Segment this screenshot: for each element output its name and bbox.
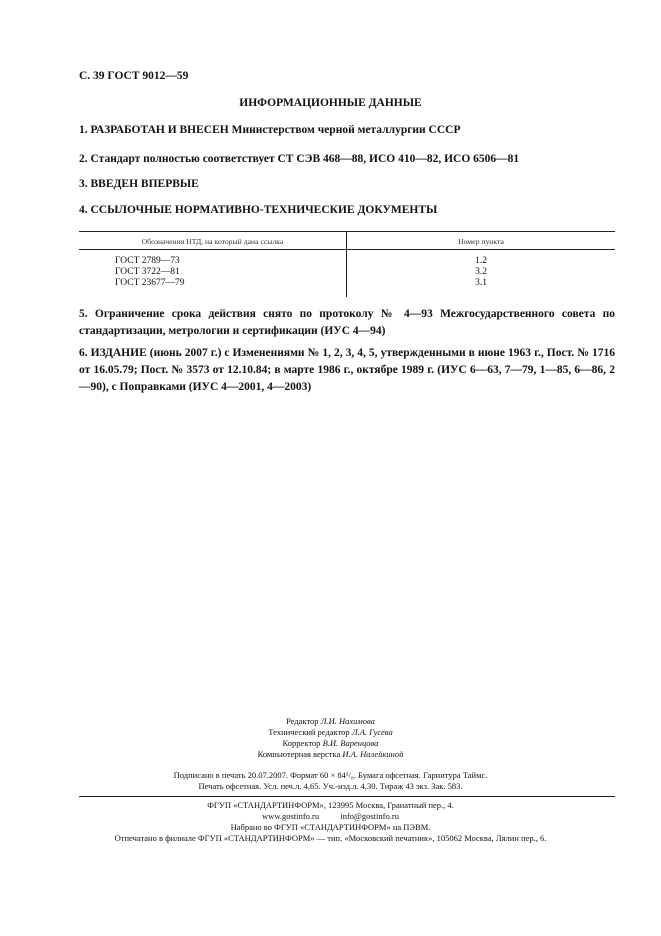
credit-line bbox=[0, 727, 661, 738]
table-cell-clause: 3.1 bbox=[475, 278, 487, 288]
item-5 bbox=[79, 306, 615, 340]
item-2-text: Стандарт полностью соответствует СТ СЭВ 468—88, ИСО 410—82, ИСО 6506—81 bbox=[87, 153, 520, 165]
credit-line bbox=[0, 749, 661, 760]
publisher-web-line: www.gostinfo.ru info@gostinfo.ru bbox=[262, 811, 399, 821]
item-6-bold: ИЗДАНИЕ bbox=[90, 347, 147, 359]
table-cell-clause: 3.2 bbox=[475, 267, 487, 277]
publisher-line: Набрано во ФГУП «СТАНДАРТИНФОРМ» на ПЭВМ. bbox=[230, 822, 431, 832]
table-row bbox=[79, 267, 615, 277]
credit-line bbox=[0, 716, 661, 727]
item-4-number: 4. bbox=[79, 204, 88, 216]
item-3-text: ВВЕДЕН ВПЕРВЫЕ bbox=[90, 178, 199, 190]
credit-name: И.А. Налейкиной bbox=[342, 749, 404, 759]
item-5-text: Ограничение срока действия снято по протоколу № 4—93 Межгосударственного совета по стандартизации, метрологии и сертификации (ИУС 4—94) bbox=[79, 308, 615, 337]
credit-role: Корректор bbox=[282, 738, 323, 748]
item-6-number: 6. bbox=[79, 347, 88, 359]
credit-role: Редактор bbox=[286, 716, 321, 726]
item-6-text: (июнь 2007 г.) с Изменениями № 1, 2, 3, 4, 5, утвержденными в июне 1963 г., Пост. № 1716 от 16.05.79; Пост. № 3573 от 12.10.84; в марте 1986 г., октябре 1989 г. (ИУС 6—63, 7—79, 1—85, 6—86, 2—90), с Поправками (ИУС 4—2001, 4—2003) bbox=[79, 347, 615, 393]
credit-name: Л.А. Гусева bbox=[351, 727, 393, 737]
table-cell-document: ГОСТ 23677—79 bbox=[115, 278, 185, 288]
credit-role: Технический редактор bbox=[268, 727, 352, 737]
table-header-clause: Номер пункта bbox=[458, 237, 504, 246]
credit-line bbox=[0, 738, 661, 749]
table-header-rule bbox=[79, 249, 615, 250]
item-4-text: ССЫЛОЧНЫЕ НОРМАТИВНО-ТЕХНИЧЕСКИЕ ДОКУМЕНТЫ bbox=[90, 204, 438, 216]
print-info-line: Печать офсетная. Усл. печ.л. 4,65. Уч.-изд.л. 4,30. Тираж 43 экз. Зак. 583. bbox=[198, 781, 463, 791]
credit-name: Л.И. Нахимова bbox=[320, 716, 375, 726]
publisher-divider bbox=[79, 796, 615, 797]
item-2-number: 2. bbox=[79, 153, 88, 165]
item-6 bbox=[79, 345, 615, 396]
publisher-block bbox=[0, 800, 661, 844]
print-info-line: Подписано в печать 20.07.2007. Формат 60 × 84¹/₈. Бумага офсетная. Гарнитура Таймс. bbox=[173, 770, 488, 780]
table-top-rule bbox=[79, 231, 615, 232]
credits-block bbox=[0, 716, 661, 760]
item-2 bbox=[79, 151, 615, 168]
item-1-number: 1. bbox=[79, 124, 88, 136]
table-cell-document: ГОСТ 2789—73 bbox=[115, 256, 180, 266]
print-info bbox=[0, 770, 661, 792]
credit-role: Компьютерная верстка bbox=[257, 749, 343, 759]
item-3 bbox=[79, 176, 615, 193]
item-1-bold: РАЗРАБОТАН И ВНЕСЕН bbox=[90, 124, 229, 136]
table-cell-document: ГОСТ 3722—81 bbox=[115, 267, 180, 277]
item-4 bbox=[79, 202, 615, 219]
table-cell-clause: 1.2 bbox=[475, 256, 487, 266]
publisher-line: ФГУП «СТАНДАРТИНФОРМ», 123995 Москва, Гранатный пер., 4. bbox=[207, 800, 454, 810]
item-3-number: 3. bbox=[79, 178, 88, 190]
table-row bbox=[79, 256, 615, 266]
table-row bbox=[79, 278, 615, 288]
section-title: ИНФОРМАЦИОННЫЕ ДАННЫЕ bbox=[239, 97, 422, 109]
item-1-text: Министерством черной металлургии СССР bbox=[228, 124, 461, 136]
table-header-documents: Обозначения НТД, на который дана ссылка bbox=[141, 237, 284, 246]
item-5-number: 5. bbox=[79, 308, 88, 320]
page-header: С. 39 ГОСТ 9012—59 bbox=[79, 70, 189, 82]
item-1 bbox=[79, 122, 615, 139]
credit-name: В.И. Варенцова bbox=[322, 738, 379, 748]
publisher-line: Отпечатано в филиале ФГУП «СТАНДАРТИНФОРМ» — тип. «Московский печатник», 105062 Москва, Лялин пер., 6. bbox=[114, 833, 547, 843]
